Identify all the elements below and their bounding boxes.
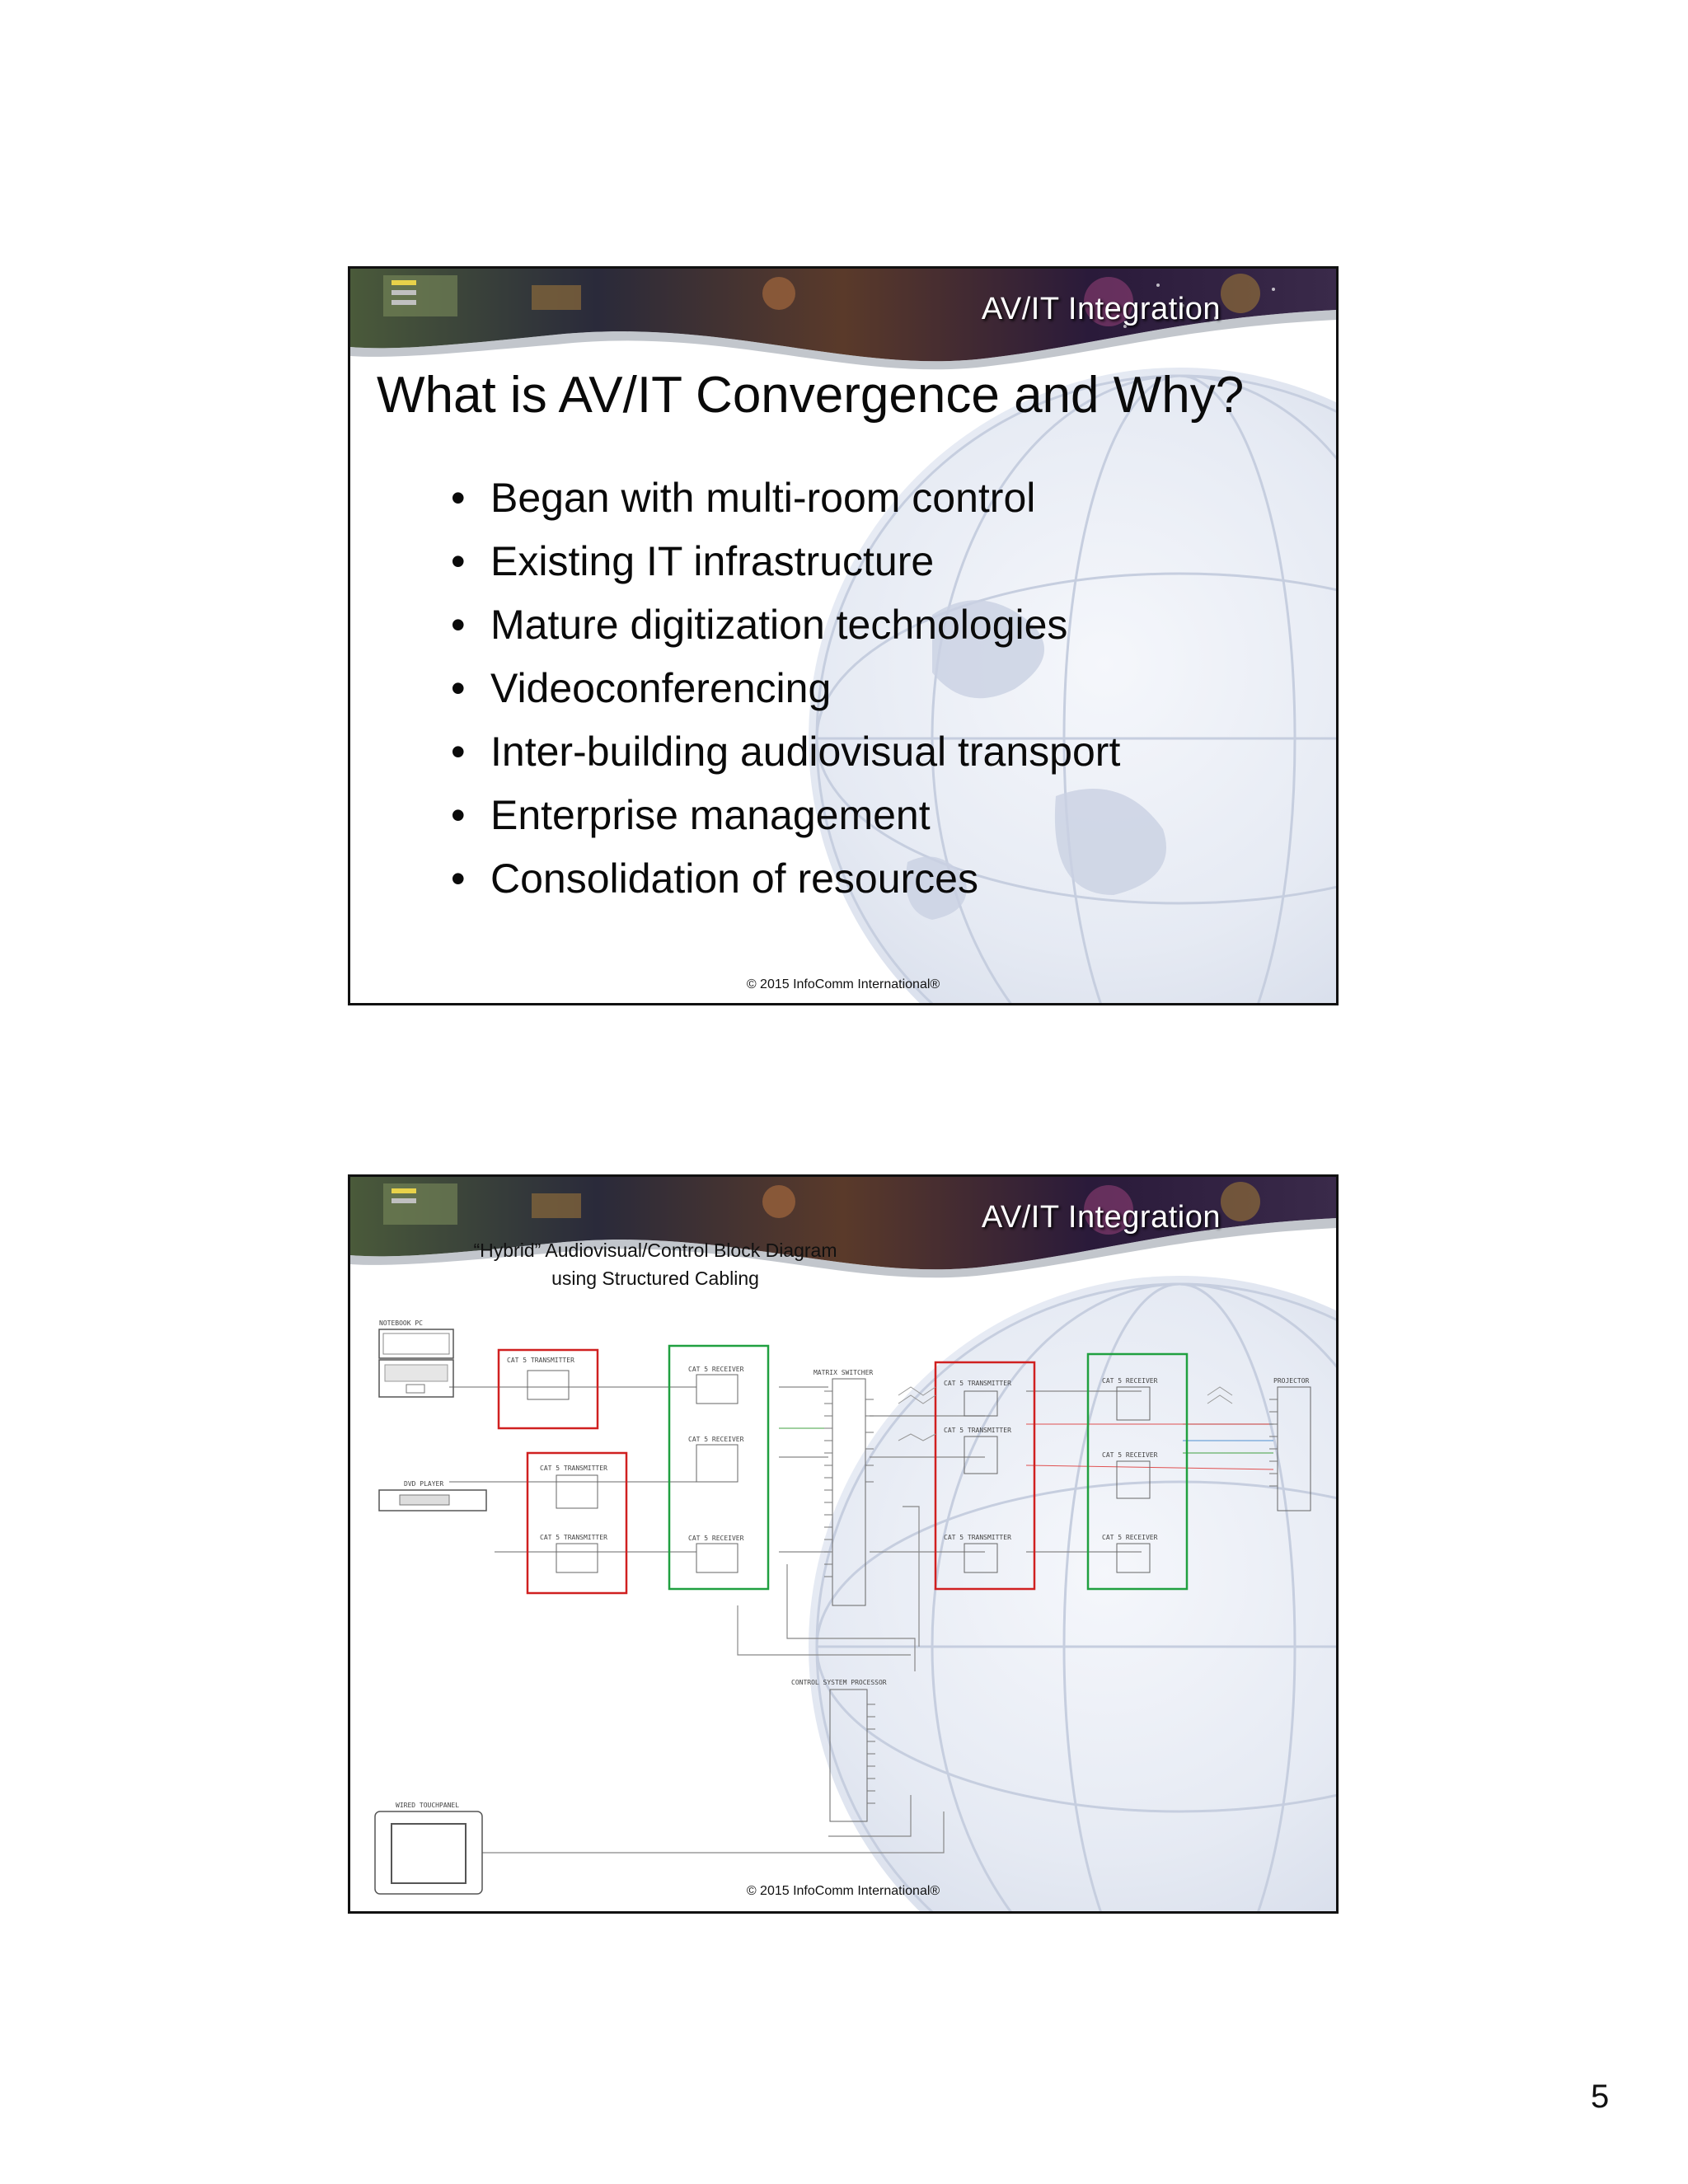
dvd-label: DVD PLAYER bbox=[404, 1480, 444, 1488]
copyright: © 2015 InfoComm International® bbox=[746, 977, 940, 991]
receiver-label: CAT 5 RECEIVER bbox=[1102, 1451, 1158, 1459]
receiver-label: CAT 5 RECEIVER bbox=[688, 1436, 744, 1443]
receiver-label: CAT 5 RECEIVER bbox=[1102, 1377, 1158, 1385]
caption-line-1: “Hybrid” Audiovisual/Control Block Diagram bbox=[473, 1240, 837, 1261]
transmitter-label: CAT 5 TRANSMITTER bbox=[944, 1534, 1011, 1541]
notebook-pc bbox=[379, 1319, 453, 1397]
matrix-label: MATRIX SWITCHER bbox=[814, 1369, 874, 1376]
transmitter-box bbox=[964, 1436, 997, 1474]
receiver-box bbox=[696, 1445, 738, 1482]
receiver-group bbox=[1088, 1354, 1187, 1589]
receiver-label: CAT 5 RECEIVER bbox=[688, 1535, 744, 1542]
banner-title: AV/IT Integration bbox=[981, 292, 1221, 326]
bullet-item: • Inter-building audiovisual transport bbox=[451, 729, 1121, 775]
block-diagram bbox=[350, 1177, 1336, 1910]
dvd-player bbox=[379, 1480, 486, 1511]
transmitter-label: CAT 5 TRANSMITTER bbox=[944, 1380, 1011, 1387]
caption-line-2: using Structured Cabling bbox=[551, 1268, 759, 1289]
transmitter-box bbox=[964, 1391, 997, 1416]
bullet-list bbox=[451, 466, 1120, 911]
touchpanel-label: WIRED TOUCHPANEL bbox=[396, 1802, 460, 1809]
bullet-item: • Began with multi-room control bbox=[451, 475, 1036, 521]
receiver-box bbox=[1117, 1544, 1150, 1572]
control-label: CONTROL SYSTEM PROCESSOR bbox=[791, 1679, 887, 1686]
control-processor-box bbox=[830, 1690, 867, 1821]
transmitter-box bbox=[556, 1475, 598, 1508]
transmitter-box bbox=[528, 1371, 569, 1399]
transmitter-box bbox=[556, 1544, 598, 1572]
notebook-label: NOTEBOOK PC bbox=[379, 1319, 423, 1327]
copyright: © 2015 InfoComm International® bbox=[746, 1884, 940, 1898]
transmitter-label: CAT 5 TRANSMITTER bbox=[540, 1534, 607, 1541]
transmitter-group bbox=[935, 1362, 1034, 1589]
receiver-label: CAT 5 RECEIVER bbox=[688, 1366, 744, 1373]
bullet-item: • Existing IT infrastructure bbox=[451, 538, 935, 584]
page-number: 5 bbox=[1591, 2079, 1610, 2115]
slide-title: What is AV/IT Convergence and Why? bbox=[377, 367, 1245, 424]
bullet-item: • Enterprise management bbox=[451, 792, 931, 838]
transmitter-label: CAT 5 TRANSMITTER bbox=[944, 1427, 1011, 1434]
receiver-label: CAT 5 RECEIVER bbox=[1102, 1534, 1158, 1541]
matrix-switcher-box bbox=[832, 1379, 865, 1605]
slide-1 bbox=[348, 266, 1339, 1005]
transmitter-label: CAT 5 TRANSMITTER bbox=[507, 1357, 574, 1364]
slide-2 bbox=[348, 1174, 1339, 1914]
projector-label: PROJECTOR bbox=[1273, 1377, 1310, 1385]
projector-box bbox=[1278, 1387, 1311, 1511]
receiver-box bbox=[1117, 1387, 1150, 1420]
receiver-box bbox=[696, 1375, 738, 1404]
transmitter-box bbox=[964, 1544, 997, 1572]
receiver-box bbox=[696, 1544, 738, 1572]
bullet-item: • Videoconferencing bbox=[451, 665, 832, 711]
bullet-item: • Mature digitization technologies bbox=[451, 602, 1068, 648]
transmitter-label: CAT 5 TRANSMITTER bbox=[540, 1465, 607, 1472]
bullet-item: • Consolidation of resources bbox=[451, 855, 978, 902]
wired-touchpanel bbox=[375, 1802, 482, 1894]
banner-title: AV/IT Integration bbox=[981, 1200, 1221, 1235]
receiver-group bbox=[669, 1346, 768, 1589]
